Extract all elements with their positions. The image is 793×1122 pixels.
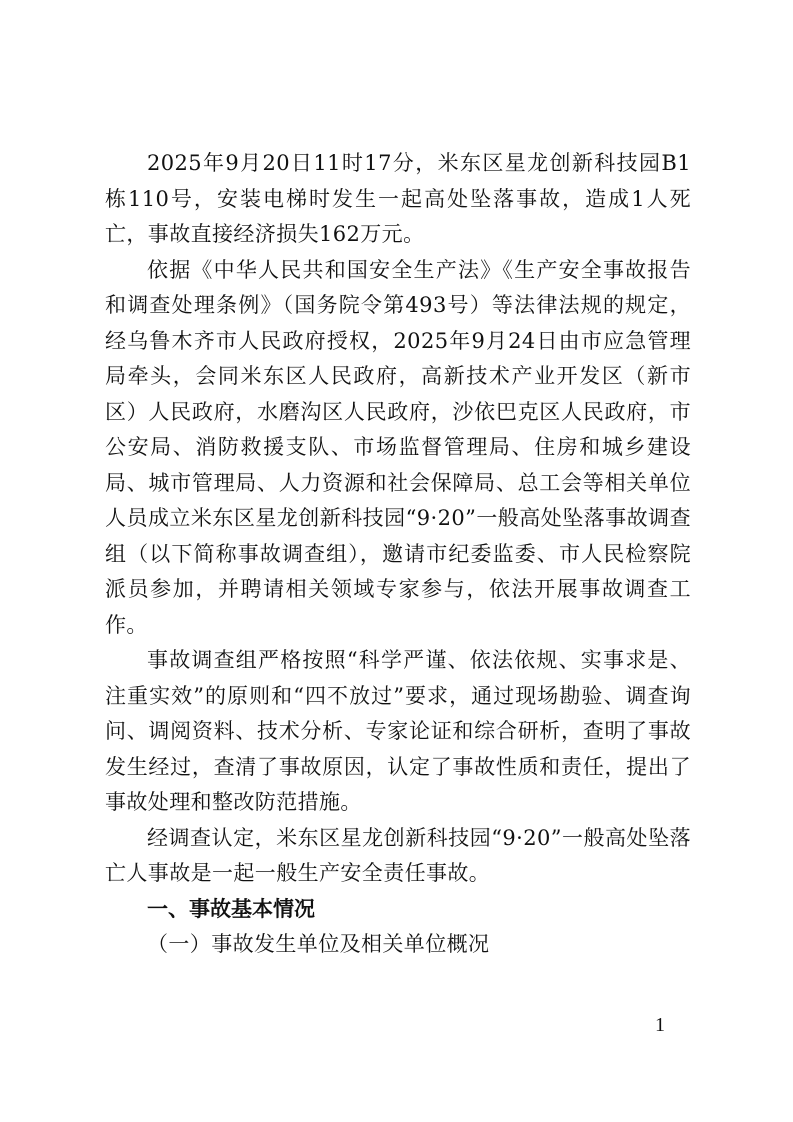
paragraph-accident-summary: 2025年9月20日11时17分，米东区星龙创新科技园B1栋110号，安装电梯时发生一起高处坠落事故，造成1人死亡，事故直接经济损失162万元。 bbox=[105, 151, 691, 246]
subsection-heading-units-overview: （一）事故发生单位及相关单位概况 bbox=[147, 932, 490, 956]
paragraph-investigation-principles: 事故调查组严格按照“科学严谨、依法依规、实事求是、注重实效”的原则和“四不放过”要求，通过现场勘验、调查询问、调阅资料、技术分析、专家论证和综合研析，查明了事故发生经过，查清了事故原因，认定了事故性质和责任，提出了事故处理和整改防范措施。 bbox=[105, 648, 691, 814]
page-number: 1 bbox=[655, 1014, 665, 1036]
document-body bbox=[105, 146, 691, 963]
paragraph-accident-determination: 经调查认定，米东区星龙创新科技园“9·20”一般高处坠落亡人事故是一起一般生产安全责任事故。 bbox=[105, 825, 691, 885]
paragraph-investigation-basis: 依据《中华人民共和国安全生产法》《生产安全事故报告和调查处理条例》（国务院令第493号）等法律法规的规定，经乌鲁木齐市人民政府授权，2025年9月24日由市应急管理局牵头，会同米东区人民政府，高新技术产业开发区（新市区）人民政府，水磨沟区人民政府，沙依巴克区人民政府，市公安局、消防救援支队、市场监督管理局、住房和城乡建设局、城市管理局、人力资源和社会保障局、总工会等相关单位人员成立米东区星龙创新科技园“9·20”一般高处坠落事故调查组（以下简称事故调查组），邀请市纪委监委、市人民检察院派员参加，并聘请相关领域专家参与，依法开展事故调查工作。 bbox=[105, 257, 691, 637]
section-heading-basic-info: 一、事故基本情况 bbox=[147, 896, 315, 921]
